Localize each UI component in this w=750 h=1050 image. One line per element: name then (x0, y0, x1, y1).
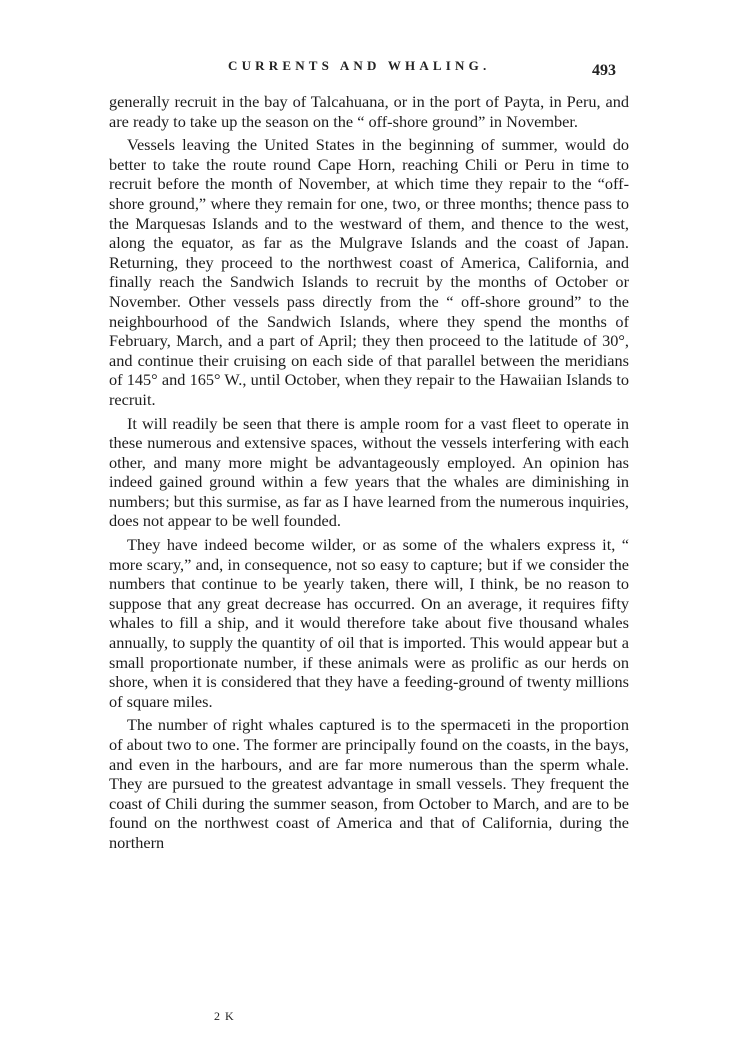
paragraph-ample-room: It will readily be seen that there is ample room for a vast fleet to operate in these numerous and extensive spaces, without the vessels interfering with each other, and many more might be advantageously employed. An opinion has indeed gained ground within a few years that the whales are diminishing in numbers; but this surmise, as far as I have learned from the numerous inquiries, does not appear to be well founded. (109, 413, 629, 531)
paragraph-wilder-whales: They have indeed become wilder, or as some of the whalers express it, “ more scary,” and, in consequence, not so easy to capture; but if we consider the numbers that continue to be yearly taken, there will, I think, be no reason to suppose that any great decrease has occurred. On an average, it requires fifty whales to fill a ship, and it would therefore take about five thousand whales annually, to supply the quantity of oil that is imported. This would appear but a small proportionate number, if these animals were as prolific as our herds on shore, when it is considered that they have a feeding-ground of twenty millions of square miles. (109, 535, 629, 711)
running-head (0, 58, 750, 82)
paragraph-continuation: generally recruit in the bay of Talcahuana, or in the port of Payta, in Peru, and are ready to take up the season on the “ off-shore ground” in November. (109, 92, 629, 131)
body-text (109, 92, 629, 853)
signature-mark: 2 K (214, 1009, 235, 1023)
paragraph-right-whales: The number of right whales captured is to the spermaceti in the proportion of about two to one. The former are principally found on the coasts, in the bays, and even in the harbours, and are far more numerous than the sperm whale. They are pursued to the greatest advantage in small vessels. They frequent the coast of Chili during the summer season, from October to March, and are to be found on the northwest coast of America and that of California, during the northern (109, 715, 629, 852)
paragraph-vessels-route: Vessels leaving the United States in the beginning of summer, would do better to take the route round Cape Horn, reaching Chili or Peru in time to recruit before the month of November, at which time they repair to the “off-shore ground,” where they remain for one, two, or three months; thence pass to the Marquesas Islands and to the westward of them, and thence to the west, along the equator, as far as the Mulgrave Islands and the coast of Japan. Returning, they proceed to the northwest coast of America, California, and finally reach the Sandwich Islands to recruit by the months of October or November. Other vessels pass directly from the “ off-shore ground” to the neighbourhood of the Sandwich Islands, where they spend the months of February, March, and a part of April; they then proceed to the latitude of 30°, and continue their cruising on each side of that parallel between the meridians of 145° and 165° W., until October, when they repair to the Hawaiian Islands to recruit. (109, 135, 629, 409)
running-head-title: CURRENTS AND WHALING. (228, 58, 491, 73)
page-number: 493 (592, 62, 616, 79)
